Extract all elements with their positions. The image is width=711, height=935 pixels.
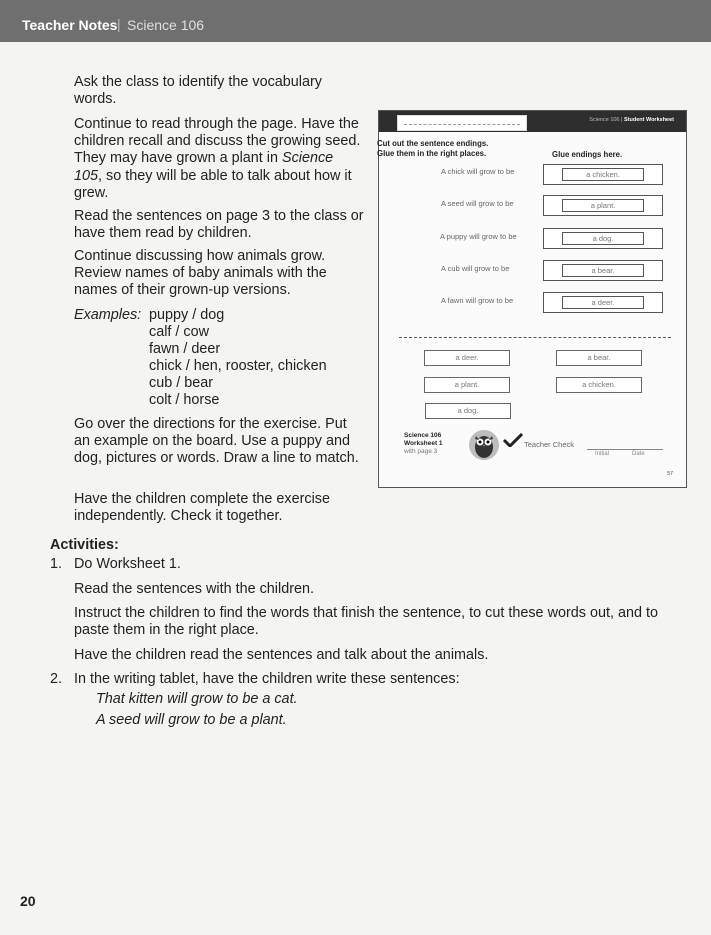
page-number: 20 xyxy=(20,893,36,909)
checkmark-icon xyxy=(503,433,523,447)
paragraph-animals-grow: Continue discussing how animals grow. Review names of baby animals with the names of their grown-up versions. xyxy=(74,248,327,299)
worksheet-header-course: Science 106 | xyxy=(589,117,623,123)
worksheet-header-type: Student Worksheet xyxy=(623,117,674,123)
paragraph-vocabulary: Ask the class to identify the vocabulary words. xyxy=(74,74,322,108)
worksheet-footer-line: with page 3 xyxy=(404,448,438,455)
worksheet-cut-line xyxy=(399,337,671,338)
worksheet-glue-box xyxy=(543,164,663,185)
worksheet-glue-label: Glue endings here. xyxy=(552,150,623,159)
worksheet-ending: a bear. xyxy=(562,264,644,277)
worksheet-sentence: A chick will grow to be xyxy=(441,167,515,176)
worksheet-teacher-check: Teacher Check xyxy=(524,440,575,449)
example-item: fawn / deer xyxy=(149,341,221,357)
worksheet-ending: a plant. xyxy=(562,199,644,212)
student-worksheet-image xyxy=(378,110,687,488)
worksheet-ending: a deer. xyxy=(562,296,644,309)
writing-sentence: That kitten will grow to be a cat. xyxy=(96,691,298,707)
activity-1-number: 1. xyxy=(50,556,63,572)
activity-1-line: Read the sentences with the children. xyxy=(74,581,314,597)
worksheet-instructions xyxy=(375,139,488,159)
worksheet-footer-line: Science 106 xyxy=(404,432,442,439)
worksheet-glue-box xyxy=(543,228,663,249)
header-subtitle: Science 106 xyxy=(127,17,205,33)
header-title: Teacher Notes xyxy=(22,17,118,33)
worksheet-page-number: 57 xyxy=(667,471,674,477)
page-header xyxy=(0,0,711,42)
activity-1-line: Have the children read the sentences and talk about the animals. xyxy=(74,647,489,663)
worksheet-sentence: A seed will grow to be xyxy=(441,199,514,208)
paragraph-growing-seed-a: Continue to read through the page. Have the children recall and discuss the growing seed. They may have grown a plant in xyxy=(74,116,361,167)
worksheet-name-box xyxy=(397,115,527,131)
worksheet-signature-line xyxy=(587,449,663,450)
owl-icon xyxy=(467,429,501,461)
worksheet-header-bar xyxy=(379,111,686,132)
science-105-ref: Science 105 xyxy=(74,150,334,184)
worksheet-header-label xyxy=(589,117,674,123)
worksheet-date-label: Date xyxy=(632,451,645,457)
example-item: calf / cow xyxy=(149,324,209,340)
worksheet-footer-line: Worksheet 1 xyxy=(404,440,443,447)
worksheet-ending: a chicken. xyxy=(562,168,644,181)
paragraph-read-sentences: Read the sentences on page 3 to the class or have them read by children. xyxy=(74,208,364,242)
worksheet-cutout: a deer. xyxy=(424,350,510,366)
example-item: colt / horse xyxy=(149,392,220,408)
activity-1-line: Instruct the children to find the words that finish the sentence, to cut these words out, and to paste them in the right place. xyxy=(74,605,658,639)
worksheet-footer-label xyxy=(404,432,443,456)
worksheet-instruction-line: Cut out the sentence endings. xyxy=(377,139,489,148)
worksheet-glue-box xyxy=(543,260,663,281)
activity-2-number: 2. xyxy=(50,671,63,687)
worksheet-cutout: a bear. xyxy=(556,350,642,366)
worksheet-sentence: A fawn will grow to be xyxy=(441,296,514,305)
paragraph-complete: Have the children complete the exercise independently. Check it together. xyxy=(74,491,330,525)
worksheet-ending: a dog. xyxy=(562,232,644,245)
examples-label: Examples: xyxy=(74,307,142,323)
worksheet-sentence: A puppy will grow to be xyxy=(440,232,517,241)
example-item: puppy / dog xyxy=(149,307,225,323)
worksheet-sentence: A cub will grow to be xyxy=(441,264,510,273)
worksheet-cutout: a dog. xyxy=(425,403,511,419)
activities-heading: Activities: xyxy=(50,537,119,553)
paragraph-growing-seed-b: , so they will be able to talk about how it grew. xyxy=(74,167,352,201)
worksheet-glue-box xyxy=(543,292,663,313)
worksheet-initial-label: Initial xyxy=(595,451,610,457)
worksheet-glue-box xyxy=(543,195,663,216)
worksheet-instruction-line: Glue them in the right places. xyxy=(377,149,487,158)
worksheet-cutout: a chicken. xyxy=(556,377,642,393)
example-item: cub / bear xyxy=(149,375,213,391)
writing-sentence: A seed will grow to be a plant. xyxy=(96,712,287,728)
paragraph-growing-seed xyxy=(74,116,364,202)
activity-2-text: In the writing tablet, have the children write these sentences: xyxy=(74,671,460,687)
header-separator: | xyxy=(117,16,121,32)
activity-1-title: Do Worksheet 1. xyxy=(74,556,181,572)
worksheet-cutout: a plant. xyxy=(424,377,510,393)
paragraph-directions: Go over the directions for the exercise. Put an example on the board. Use a puppy and dog, pictures or words. Draw a line to match. xyxy=(74,416,359,467)
examples-list xyxy=(149,307,327,409)
example-item: chick / hen, rooster, chicken xyxy=(149,358,327,374)
